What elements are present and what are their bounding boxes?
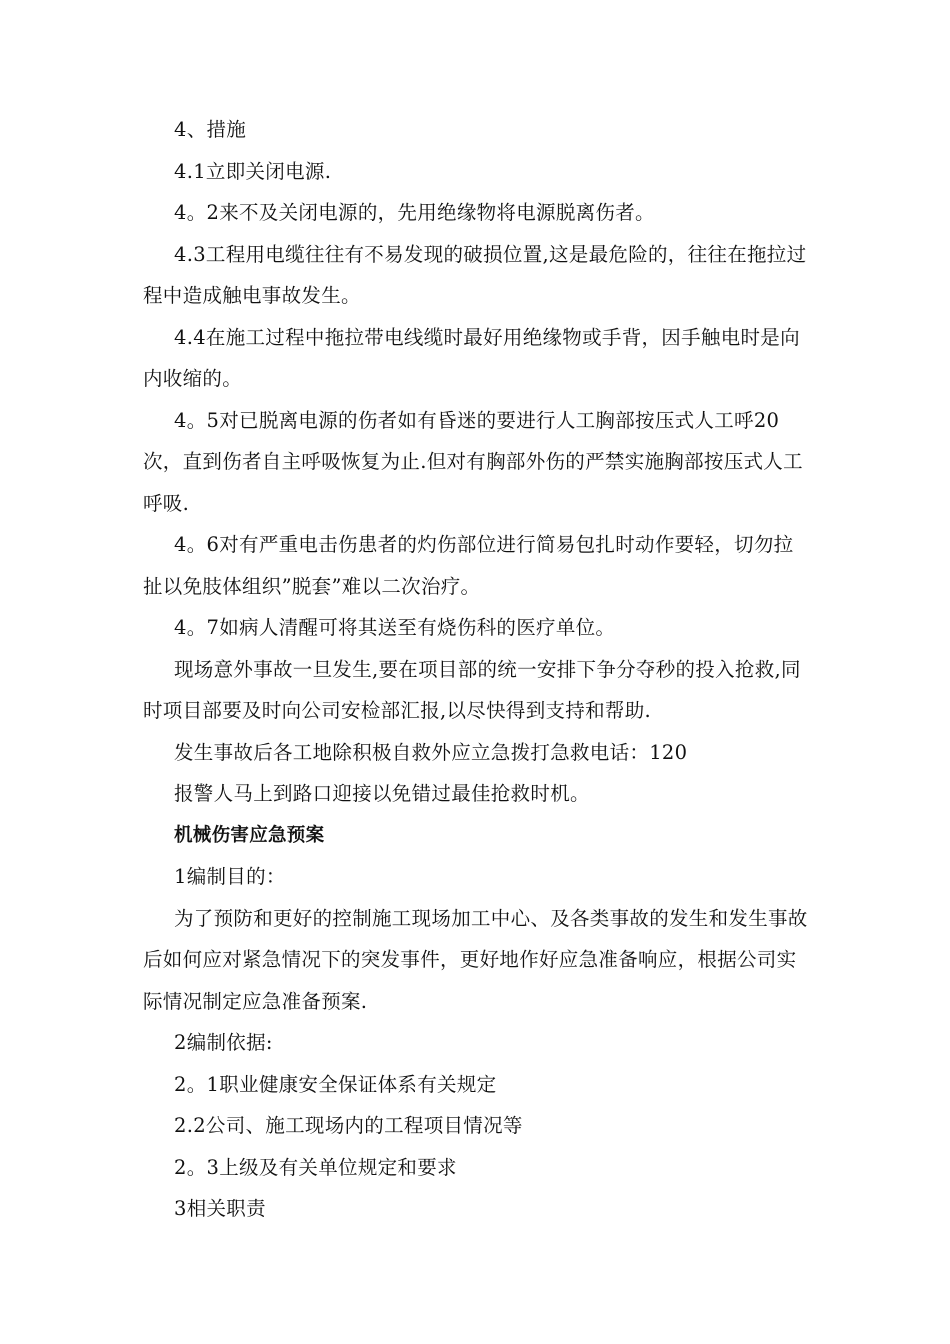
document-body — [143, 109, 813, 1230]
paragraph-4-4: 4.4在施工过程中拖拉带电线缆时最好用绝缘物或手背，因手触电时是向内收缩的。 — [143, 325, 800, 390]
paragraph-site-accident: 现场意外事故一旦发生,要在项目部的统一安排下争分夺秒的投入抢救,同时项目部要及时向公司安检部汇报,以尽快得到支持和帮助. — [143, 657, 801, 722]
paragraph-emergency-call: 发生事故后各工地除积极自救外应立急拨打急救电话：120 — [174, 740, 688, 764]
paragraph-3-duties: 3相关职责 — [174, 1197, 266, 1220]
paragraph-2-3: 2。3上级及有关单位规定和要求 — [174, 1155, 457, 1179]
paragraph-2-1: 2。1职业健康安全保证体系有关规定 — [174, 1072, 497, 1096]
paragraph-4-3: 4.3工程用电缆往往有不易发现的破损位置,这是最危险的，往往在拖拉过程中造成触电事故发生。 — [143, 242, 807, 307]
paragraph-police-report: 报警人马上到路口迎接以免错过最佳抢救时机。 — [174, 782, 590, 805]
paragraph-4-1: 4.1立即关闭电源. — [174, 159, 332, 183]
paragraph-4-7: 4。7如病人清醒可将其送至有烧伤科的医疗单位。 — [174, 616, 616, 639]
section-heading-measures: 4、措施 — [174, 118, 247, 141]
paragraph-2-2: 2.2公司、施工现场内的工程项目情况等 — [174, 1114, 523, 1137]
paragraph-4-5: 4。5对已脱离电源的伤者如有昏迷的要进行人工胸部按压式人工呼20次，直到伤者自主呼吸恢复为止.但对有胸部外伤的严禁实施胸部按压式人工呼吸. — [143, 408, 803, 515]
paragraph-purpose-body: 为了预防和更好的控制施工现场加工中心、及各类事故的发生和发生事故后如何应对紧急情况下的突发事件，更好地作好应急准备响应，根据公司实际情况制定应急准备预案. — [143, 906, 808, 1013]
paragraph-4-6: 4。6对有严重电击伤患者的灼伤部位进行简易包扎时动作要轻，切勿拉扯以免肢体组织”脱套”难以二次治疗。 — [143, 533, 794, 598]
paragraph-2-basis: 2编制依据: — [174, 1031, 273, 1054]
section-title-mechanical-injury: 机械伤害应急预案 — [174, 824, 325, 846]
paragraph-4-2: 4。2来不及关闭电源的，先用绝缘物将电源脱离伤者。 — [174, 201, 655, 224]
paragraph-1-purpose: 1编制目的： — [174, 865, 286, 888]
